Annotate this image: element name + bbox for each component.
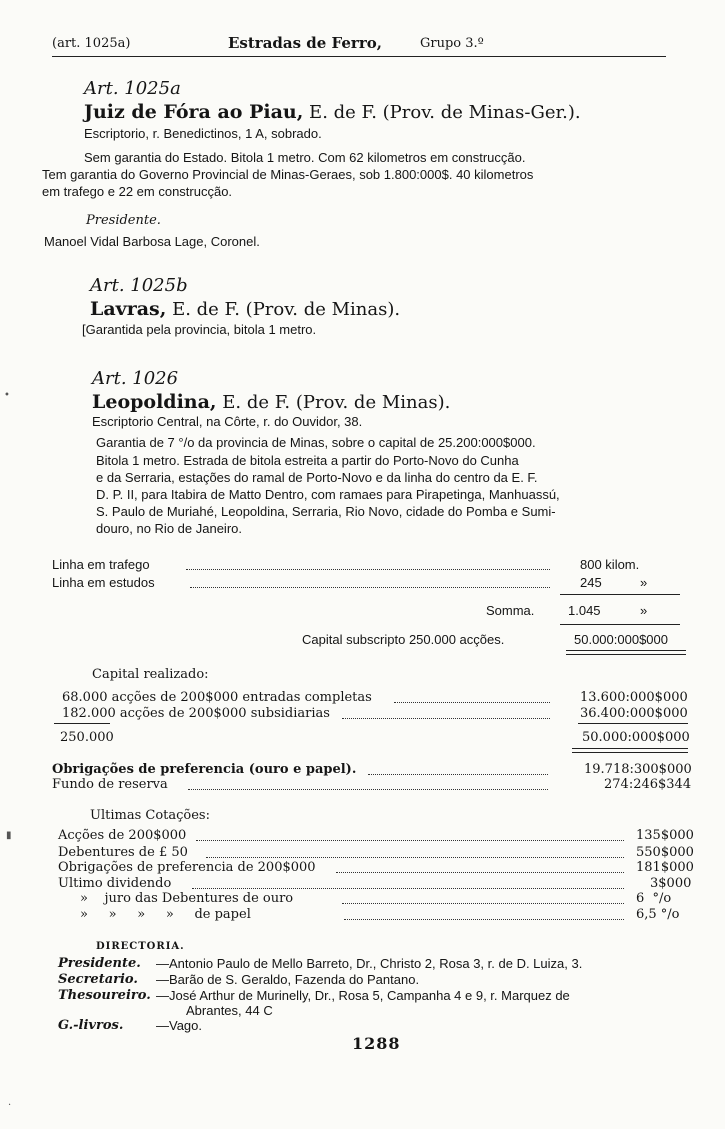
leader-dots xyxy=(342,903,624,904)
article-1026-heading-rest: E. de F. (Prov. de Minas). xyxy=(216,392,451,413)
directoria-role: Presidente. xyxy=(58,956,141,971)
linha-somma-label: Somma. xyxy=(486,603,535,618)
running-head-article: (art. 1025a) xyxy=(52,36,131,51)
article-1026-office: Escriptorio Central, na Côrte, r. do Ouvidor, 38. xyxy=(92,414,363,429)
realizado-row1-label: 68.000 acções de 200$000 entradas completas xyxy=(62,690,372,705)
article-1025b-number: Art. 1025b xyxy=(90,275,188,296)
cotacao-value: 181$000 xyxy=(636,860,694,875)
article-1025a-president-name: Manoel Vidal Barbosa Lage, Coronel. xyxy=(44,234,260,249)
cotacao-value: 3$000 xyxy=(650,876,692,891)
article-1026-line: Garantia de 7 °/o da provincia de Minas, sobre o capital de 25.200:000$000. xyxy=(96,435,536,450)
directoria-role: G.-livros. xyxy=(58,1018,124,1033)
article-1026-number: Art. 1026 xyxy=(92,368,179,389)
obrigacoes-label-text: Obrigações de preferencia (ouro e papel). xyxy=(52,762,357,777)
article-1025a-heading xyxy=(84,101,581,123)
cotacao-value: 135$000 xyxy=(636,828,694,843)
running-head-title: Estradas de Ferro, xyxy=(228,34,382,52)
article-1025b-heading xyxy=(90,298,400,320)
article-1026-line: e da Serraria, estações do ramal de Porto-Novo e da linha do centro da E. F. xyxy=(96,470,538,485)
directoria-entry: —José Arthur de Murinelly, Dr., Rosa 5, Campanha 4 e 9, r. Marquez de xyxy=(156,988,570,1003)
fundo-reserva-value: 274:246$344 xyxy=(604,777,692,792)
cotacao-label: Obrigações de preferencia de 200$000 xyxy=(58,860,316,875)
fundo-reserva-label: Fundo de reserva xyxy=(52,777,168,792)
cotacao-label: » juro das Debentures de ouro xyxy=(80,891,294,906)
cotacao-value: 6 °/o xyxy=(636,891,672,906)
article-1025a-para-line3: em trafego e 22 em construcção. xyxy=(42,184,233,199)
linha-somma-value: 1.045 xyxy=(568,603,601,618)
realizado-total-label: 250.000 xyxy=(60,730,114,745)
leader-dots xyxy=(188,789,548,790)
linha-trafego-value: 800 kilom. xyxy=(580,557,640,572)
capital-realizado-title: Capital realizado: xyxy=(92,667,209,682)
header-rule xyxy=(52,56,666,57)
article-1026-line: douro, no Rio de Janeiro. xyxy=(96,521,242,536)
leader-dots xyxy=(196,840,624,841)
cotacao-value: 6,5 °/o xyxy=(636,907,680,922)
double-rule xyxy=(566,650,686,655)
article-1026-line: D. P. II, para Itabira de Matto Dentro, com ramaes para Pirapetinga, Manhuassú, xyxy=(96,487,560,502)
directoria-title: DIRECTORIA. xyxy=(96,941,185,952)
article-1025b-name: Lavras, xyxy=(90,298,167,320)
leader-dots xyxy=(336,872,624,873)
article-1025a-para-line1: Sem garantia do Estado. Bitola 1 metro. Com 62 kilometros em construcção. xyxy=(84,150,526,165)
directoria-entry: —Vago. xyxy=(156,1018,203,1033)
article-1025a-president-label: Presidente. xyxy=(86,213,161,228)
article-1025a-office: Escriptorio, r. Benedictinos, 1 A, sobrado. xyxy=(84,126,322,141)
directoria-entry-continued: Abrantes, 44 C xyxy=(186,1003,273,1018)
article-1026-line: Bitola 1 metro. Estrada de bitola estreita a partir do Porto-Novo do Cunha xyxy=(96,453,519,468)
obrigacoes-label xyxy=(52,762,356,777)
leader-dots xyxy=(192,888,624,889)
sum-rule xyxy=(54,723,110,724)
realizado-total-value: 50.000:000$000 xyxy=(582,730,690,745)
linha-estudos-ditto: » xyxy=(640,575,648,590)
article-1026-line: S. Paulo de Muriahé, Leopoldina, Serraria, Rio Novo, cidade do Pomba e Sumi- xyxy=(96,504,556,519)
directoria-role: Secretario. xyxy=(58,972,138,987)
article-1025b-para: [Garantida pela provincia, bitola 1 metro. xyxy=(82,322,317,337)
article-1026-heading xyxy=(92,391,450,413)
leader-dots xyxy=(344,919,624,920)
linha-estudos-value: 245 xyxy=(580,575,602,590)
running-head-group: Grupo 3.º xyxy=(420,36,484,51)
linha-trafego-label: Linha em trafego xyxy=(52,557,150,572)
cotacao-label: Ultimo dividendo xyxy=(58,876,172,891)
realizado-row2-label: 182.000 acções de 200$000 subsidiarias xyxy=(62,706,330,721)
realizado-row2-value: 36.400:000$000 xyxy=(580,706,688,721)
scan-speck: • xyxy=(4,390,10,401)
leader-dots xyxy=(342,718,550,719)
scan-speck: · xyxy=(8,1100,12,1111)
sum-rule xyxy=(560,594,680,595)
sum-rule xyxy=(578,723,688,724)
article-1025a-name: Juiz de Fóra ao Piau, xyxy=(84,101,304,123)
cotacao-value: 550$000 xyxy=(636,845,694,860)
article-1025a-para-line2: Tem garantia do Governo Provincial de Minas-Geraes, sob 1.800:000$. 40 kilometros xyxy=(42,167,534,182)
cotacao-label: Acções de 200$000 xyxy=(58,828,187,843)
page-number: 1288 xyxy=(352,1034,401,1053)
realizado-row1-value: 13.600:000$000 xyxy=(580,690,688,705)
directoria-role: Thesoureiro. xyxy=(58,988,151,1003)
leader-dots xyxy=(394,702,550,703)
directoria-entry: —Barão de S. Geraldo, Fazenda do Pantano. xyxy=(156,972,420,987)
linha-estudos-label: Linha em estudos xyxy=(52,575,155,590)
capital-subscripto-label: Capital subscripto 250.000 acções. xyxy=(302,632,505,647)
directoria-entry: —Antonio Paulo de Mello Barreto, Dr., Christo 2, Rosa 3, r. de D. Luiza, 3. xyxy=(156,956,583,971)
capital-subscripto-value: 50.000:000$000 xyxy=(574,632,668,647)
obrigacoes-value: 19.718:300$000 xyxy=(584,762,692,777)
leader-dots xyxy=(368,774,548,775)
article-1025a-heading-rest: E. de F. (Prov. de Minas-Ger.). xyxy=(303,102,581,123)
cotacao-label: Debentures de £ 50 xyxy=(58,845,188,860)
double-rule xyxy=(572,748,688,753)
article-1025b-para-text: Garantida pela provincia, bitola 1 metro. xyxy=(85,322,317,337)
leader-dots xyxy=(206,857,624,858)
scan-speck: ▮ xyxy=(6,830,12,841)
article-1026-name: Leopoldina, xyxy=(92,391,217,413)
sum-rule xyxy=(560,624,680,625)
linha-somma-ditto: » xyxy=(640,603,648,618)
leader-dots xyxy=(190,587,550,588)
cotacao-label: » » » » de papel xyxy=(80,907,251,922)
cotacoes-title: Ultimas Cotações: xyxy=(90,808,210,823)
article-1025b-heading-rest: E. de F. (Prov. de Minas). xyxy=(166,299,401,320)
article-1025a-number: Art. 1025a xyxy=(84,78,181,99)
leader-dots xyxy=(186,569,550,570)
